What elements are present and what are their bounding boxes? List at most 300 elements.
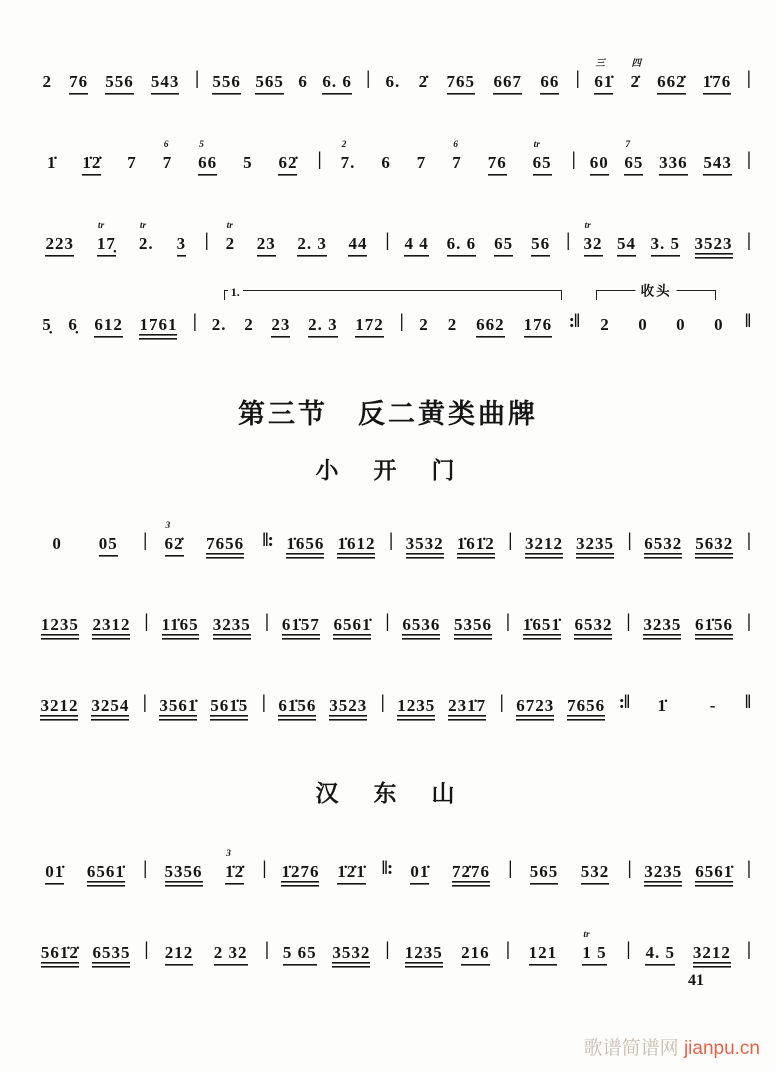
note-group <box>337 848 366 888</box>
note-text: 1̇612 <box>337 534 376 553</box>
measure <box>155 929 258 969</box>
note-group <box>298 58 308 98</box>
note-group <box>97 220 116 260</box>
note-text: 62̇ <box>164 534 184 553</box>
note-text: 7656 <box>206 534 245 553</box>
note-group <box>348 220 367 260</box>
note-text: 2. 3 <box>297 234 327 253</box>
barline: | <box>627 858 631 879</box>
measure <box>205 58 359 98</box>
note-group <box>308 301 338 341</box>
note-group <box>206 520 244 560</box>
measure <box>396 929 499 969</box>
note-group <box>406 520 444 560</box>
music-line <box>34 208 750 260</box>
note-group <box>452 139 462 179</box>
barline: | <box>399 311 403 332</box>
ornament-label: 3 <box>226 849 231 859</box>
music-line <box>34 283 750 341</box>
note-text: 565 <box>255 72 284 91</box>
barline: | <box>192 311 196 332</box>
barline: | <box>144 611 148 632</box>
note-group <box>286 520 324 560</box>
note-text: 662 <box>476 315 505 334</box>
note-text: 2. <box>138 234 154 253</box>
note-group <box>41 929 79 969</box>
note-text: 3532 <box>405 534 444 553</box>
ornament-label: tr <box>226 221 233 231</box>
barline: ‖: <box>262 530 273 551</box>
note-text: 7 <box>452 153 462 172</box>
barline: | <box>143 858 147 879</box>
note-group <box>494 220 513 260</box>
measure <box>34 929 137 969</box>
ornament-label: tr <box>139 221 147 231</box>
note-text: 0 <box>52 534 62 553</box>
note-text: - <box>709 696 717 715</box>
ornament-label: tr <box>97 221 105 231</box>
note-group <box>600 301 610 341</box>
note-group <box>52 520 62 560</box>
note-group <box>177 220 187 260</box>
note-group <box>657 682 667 722</box>
note-text: 66 <box>540 72 560 91</box>
barline: :‖ <box>618 692 630 713</box>
note-text: 3523 <box>694 234 733 253</box>
barline: | <box>366 68 370 89</box>
note-group <box>41 601 79 641</box>
measure <box>576 220 740 260</box>
barline: ‖: <box>381 858 393 879</box>
measure <box>637 929 740 969</box>
barline: | <box>626 939 630 960</box>
note-group <box>638 301 648 341</box>
note-text: 6̣ <box>68 315 78 334</box>
note-text: 01̇ <box>410 862 430 881</box>
note-text: 3235 <box>212 615 251 634</box>
note-text: 2̇ <box>418 72 429 91</box>
watermark-site-name: 歌谱简谱网 <box>583 1038 679 1059</box>
note-group <box>476 301 505 341</box>
note-group <box>523 601 561 641</box>
note-group <box>226 220 236 260</box>
note-group <box>337 520 375 560</box>
note-group <box>282 601 320 641</box>
note-text: 561̇2̇ <box>40 943 79 962</box>
note-text: 2. 3 <box>308 315 338 334</box>
measure <box>516 601 619 641</box>
note-text: 2 <box>225 234 236 253</box>
note-group <box>454 601 492 641</box>
note-group <box>92 929 130 969</box>
note-group <box>163 139 173 179</box>
ornament-label: 2 <box>341 140 347 150</box>
note-text: 61̇57 <box>281 615 320 634</box>
barline: :‖ <box>568 311 580 332</box>
note-text: 662̇ <box>657 72 686 91</box>
note-group <box>165 929 194 969</box>
barline: | <box>317 149 321 170</box>
note-text: 54 <box>617 234 637 253</box>
note-text: 32 <box>583 234 603 253</box>
note-text: 1761 <box>139 315 178 334</box>
measure <box>638 520 740 560</box>
measure <box>153 682 255 722</box>
note-text: 0 <box>638 315 648 334</box>
barline: | <box>746 611 750 632</box>
measure <box>34 682 136 722</box>
shoutou-bracket <box>596 283 716 300</box>
note-group <box>419 58 429 98</box>
note-group <box>91 682 129 722</box>
note-text: 1̇651̇ <box>522 615 561 634</box>
shoutou-label: 收头 <box>636 285 677 299</box>
music-line <box>34 589 750 641</box>
barline: | <box>566 230 570 251</box>
music-line <box>34 670 750 722</box>
note-group <box>419 301 429 341</box>
note-text: 6723 <box>516 696 555 715</box>
note-group <box>584 220 603 260</box>
note-group <box>493 58 522 98</box>
note-text: 60 <box>589 153 609 172</box>
note-group <box>278 139 297 179</box>
note-group <box>278 682 316 722</box>
barline: | <box>385 939 389 960</box>
note-group <box>225 848 244 888</box>
note-group <box>410 848 429 888</box>
note-text: 3254 <box>91 696 130 715</box>
note-text: 612 <box>94 315 123 334</box>
measure <box>396 220 560 260</box>
note-text: 3212 <box>524 534 563 553</box>
note-text: 3 <box>176 234 187 253</box>
measure <box>273 848 375 888</box>
volta-label: 1. <box>228 286 243 298</box>
note-text: 1 5 <box>582 943 607 962</box>
note-group <box>631 58 641 98</box>
note-group <box>531 220 550 260</box>
page-number: 41 <box>688 972 704 989</box>
ornament-label: tr <box>533 140 540 150</box>
note-text: 5 65 <box>282 943 317 962</box>
note-group <box>165 520 184 560</box>
note-group <box>693 929 731 969</box>
note-group <box>659 139 688 179</box>
measure <box>637 601 740 641</box>
note-text: 6 <box>298 72 308 91</box>
ornament-label: tr <box>583 930 590 940</box>
ornament-label: 三 <box>595 59 605 69</box>
note-text: 4 4 <box>404 234 429 253</box>
note-group <box>94 301 123 341</box>
barline: | <box>746 939 750 960</box>
note-text: 1̇2̇1̇ <box>337 862 366 881</box>
note-text: 0 <box>676 315 686 334</box>
note-text: 1̇ <box>657 696 667 715</box>
barline: | <box>746 230 750 251</box>
note-text: 05 <box>98 534 118 553</box>
barline: | <box>505 939 509 960</box>
note-text: 65 <box>624 153 644 172</box>
note-group <box>448 301 458 341</box>
note-text: 3523 <box>329 696 368 715</box>
note-group <box>151 58 180 98</box>
note-text: 61̇56 <box>694 615 733 634</box>
note-group <box>105 58 134 98</box>
barline: | <box>385 230 389 251</box>
note-text: 1̇ <box>46 153 57 172</box>
note-text: 3. 5 <box>650 234 681 253</box>
note-text: 76 <box>69 72 89 91</box>
note-text: 11̇65 <box>161 615 199 634</box>
barline: | <box>264 939 268 960</box>
note-text: 1̇276 <box>281 862 320 881</box>
note-text: 556 <box>212 72 241 91</box>
measure <box>518 520 620 560</box>
note-group <box>139 301 177 341</box>
note-text: 5356 <box>164 862 203 881</box>
measure <box>518 848 620 888</box>
barline: | <box>144 939 148 960</box>
note-group <box>162 601 199 641</box>
measure <box>586 301 738 341</box>
note-text: 7. <box>340 153 356 172</box>
measure <box>34 520 136 560</box>
measure <box>510 682 612 722</box>
measure <box>153 520 255 560</box>
note-text: 1235 <box>404 943 443 962</box>
note-group <box>139 220 154 260</box>
ornament-label: tr <box>584 221 591 231</box>
note-group <box>212 301 227 341</box>
note-group <box>540 58 559 98</box>
note-group <box>297 220 327 260</box>
note-group <box>651 220 681 260</box>
note-text: 765 <box>446 72 476 91</box>
note-group <box>703 139 732 179</box>
note-group <box>695 220 733 260</box>
note-group <box>617 220 636 260</box>
note-text: 2 32 <box>213 943 248 962</box>
measure <box>410 301 562 341</box>
note-group <box>165 848 203 888</box>
note-text: 2 <box>600 315 610 334</box>
measure <box>399 848 501 888</box>
note-text: 6 <box>381 153 391 172</box>
note-group <box>714 301 724 341</box>
note-text: 121 <box>528 943 558 962</box>
note-group <box>405 929 443 969</box>
note-text: 17̣ <box>96 234 116 253</box>
note-text: 3212 <box>692 943 731 962</box>
note-group <box>397 682 435 722</box>
note-group <box>533 139 552 179</box>
note-text: 5632 <box>695 534 734 553</box>
note-group <box>127 139 137 179</box>
measure <box>516 929 619 969</box>
note-text: 3532 <box>332 943 371 962</box>
note-text: 66 <box>198 153 218 172</box>
note-text: 2 <box>419 315 429 334</box>
note-group <box>45 220 74 260</box>
measure <box>396 601 499 641</box>
measure <box>34 220 198 260</box>
ornament-label: 3 <box>165 521 171 531</box>
measure <box>34 139 310 179</box>
note-group <box>710 682 717 722</box>
barline: ‖ <box>744 311 750 332</box>
note-group <box>257 220 276 260</box>
ornament-label: 四 <box>631 59 642 69</box>
note-group <box>332 929 370 969</box>
piece-title-xiaokaimen: 小 开 门 <box>315 458 461 483</box>
barline: | <box>505 611 509 632</box>
note-group <box>574 601 612 641</box>
barline: | <box>261 692 265 713</box>
note-text: 7 <box>416 153 427 172</box>
note-group <box>402 601 440 641</box>
note-text: 667 <box>493 72 522 91</box>
music-line <box>34 508 750 560</box>
note-group <box>457 520 495 560</box>
note-group <box>99 520 118 560</box>
measure <box>155 601 258 641</box>
note-group <box>159 682 197 722</box>
note-text: 7 <box>162 153 173 172</box>
note-text: 72̇76 <box>451 862 490 881</box>
note-text: 44 <box>348 234 368 253</box>
measure <box>272 682 374 722</box>
note-text: 76 <box>487 153 507 172</box>
note-text: 1̇656 <box>286 534 325 553</box>
note-group <box>525 520 563 560</box>
note-group <box>488 139 507 179</box>
barline: | <box>508 858 512 879</box>
note-group <box>594 58 613 98</box>
note-text: 23 <box>271 315 291 334</box>
note-group <box>530 848 559 888</box>
note-group <box>329 682 367 722</box>
note-group <box>281 848 319 888</box>
note-group <box>447 58 476 98</box>
measure <box>275 929 378 969</box>
measure <box>203 301 393 341</box>
note-text: 65 <box>494 234 514 253</box>
note-group <box>92 601 130 641</box>
note-text: 3235 <box>643 615 682 634</box>
note-text: 01̇ <box>45 862 65 881</box>
note-group <box>47 139 57 179</box>
music-block-xiaokaimen <box>34 508 750 751</box>
measure <box>636 682 738 722</box>
barline: ‖ <box>744 692 751 713</box>
measure <box>391 682 493 722</box>
barline: | <box>264 611 268 632</box>
note-group <box>43 58 53 98</box>
note-group <box>643 601 681 641</box>
barline: | <box>142 692 146 713</box>
note-group <box>283 929 317 969</box>
note-group <box>333 601 371 641</box>
note-text: 65 <box>532 153 552 172</box>
note-text: 7656 <box>567 696 606 715</box>
barline: | <box>627 530 631 551</box>
note-group <box>447 220 477 260</box>
note-group <box>341 139 356 179</box>
note-text: 3561̇ <box>159 696 198 715</box>
note-text: 565 <box>529 862 559 881</box>
note-text: 1̇2̇ <box>82 153 102 172</box>
note-group <box>657 58 686 98</box>
measure <box>638 848 740 888</box>
barline: | <box>626 611 630 632</box>
music-block-handongshan <box>34 836 750 998</box>
barline: | <box>575 68 579 89</box>
measure <box>280 520 382 560</box>
note-text: 6. 6 <box>446 234 477 253</box>
barline: | <box>746 68 750 89</box>
note-group <box>417 139 427 179</box>
note-group <box>243 139 253 179</box>
watermark <box>584 1033 760 1060</box>
note-text: 6535 <box>92 943 131 962</box>
note-group <box>703 58 732 98</box>
barline: | <box>571 149 575 170</box>
note-group <box>198 139 217 179</box>
note-text: 6. 6 <box>322 72 352 91</box>
measure <box>34 848 136 888</box>
note-text: 5̣ <box>42 315 52 334</box>
note-group <box>529 929 558 969</box>
note-text: 6. <box>385 72 401 91</box>
note-text: 2 <box>42 72 53 91</box>
note-group <box>624 139 643 179</box>
measure <box>328 139 565 179</box>
ornament-label: 7 <box>625 140 631 150</box>
note-group <box>461 929 490 969</box>
note-group <box>82 139 101 179</box>
note-text: 6561̇ <box>86 862 125 881</box>
note-group <box>695 601 733 641</box>
note-group <box>68 301 78 341</box>
measure <box>34 58 188 98</box>
barline: | <box>204 230 208 251</box>
note-text: 543 <box>703 153 732 172</box>
note-group <box>590 139 609 179</box>
note-group <box>45 848 64 888</box>
note-group <box>581 848 610 888</box>
note-group <box>576 520 614 560</box>
barline: | <box>143 530 147 551</box>
note-text: 2 <box>244 315 254 334</box>
note-group <box>69 58 88 98</box>
note-text: 223 <box>45 234 74 253</box>
note-group <box>212 58 241 98</box>
note-group <box>210 682 248 722</box>
note-text: 532 <box>580 862 610 881</box>
note-text: 1235 <box>397 696 436 715</box>
measure <box>582 139 740 179</box>
ornament-label: 6 <box>163 140 169 150</box>
barline: | <box>746 530 750 551</box>
note-text: 3235 <box>644 862 683 881</box>
measure <box>399 520 501 560</box>
watermark-url: jianpu.cn <box>683 1038 760 1059</box>
note-group <box>214 929 248 969</box>
note-text: 3235 <box>576 534 614 553</box>
barline: | <box>380 692 384 713</box>
